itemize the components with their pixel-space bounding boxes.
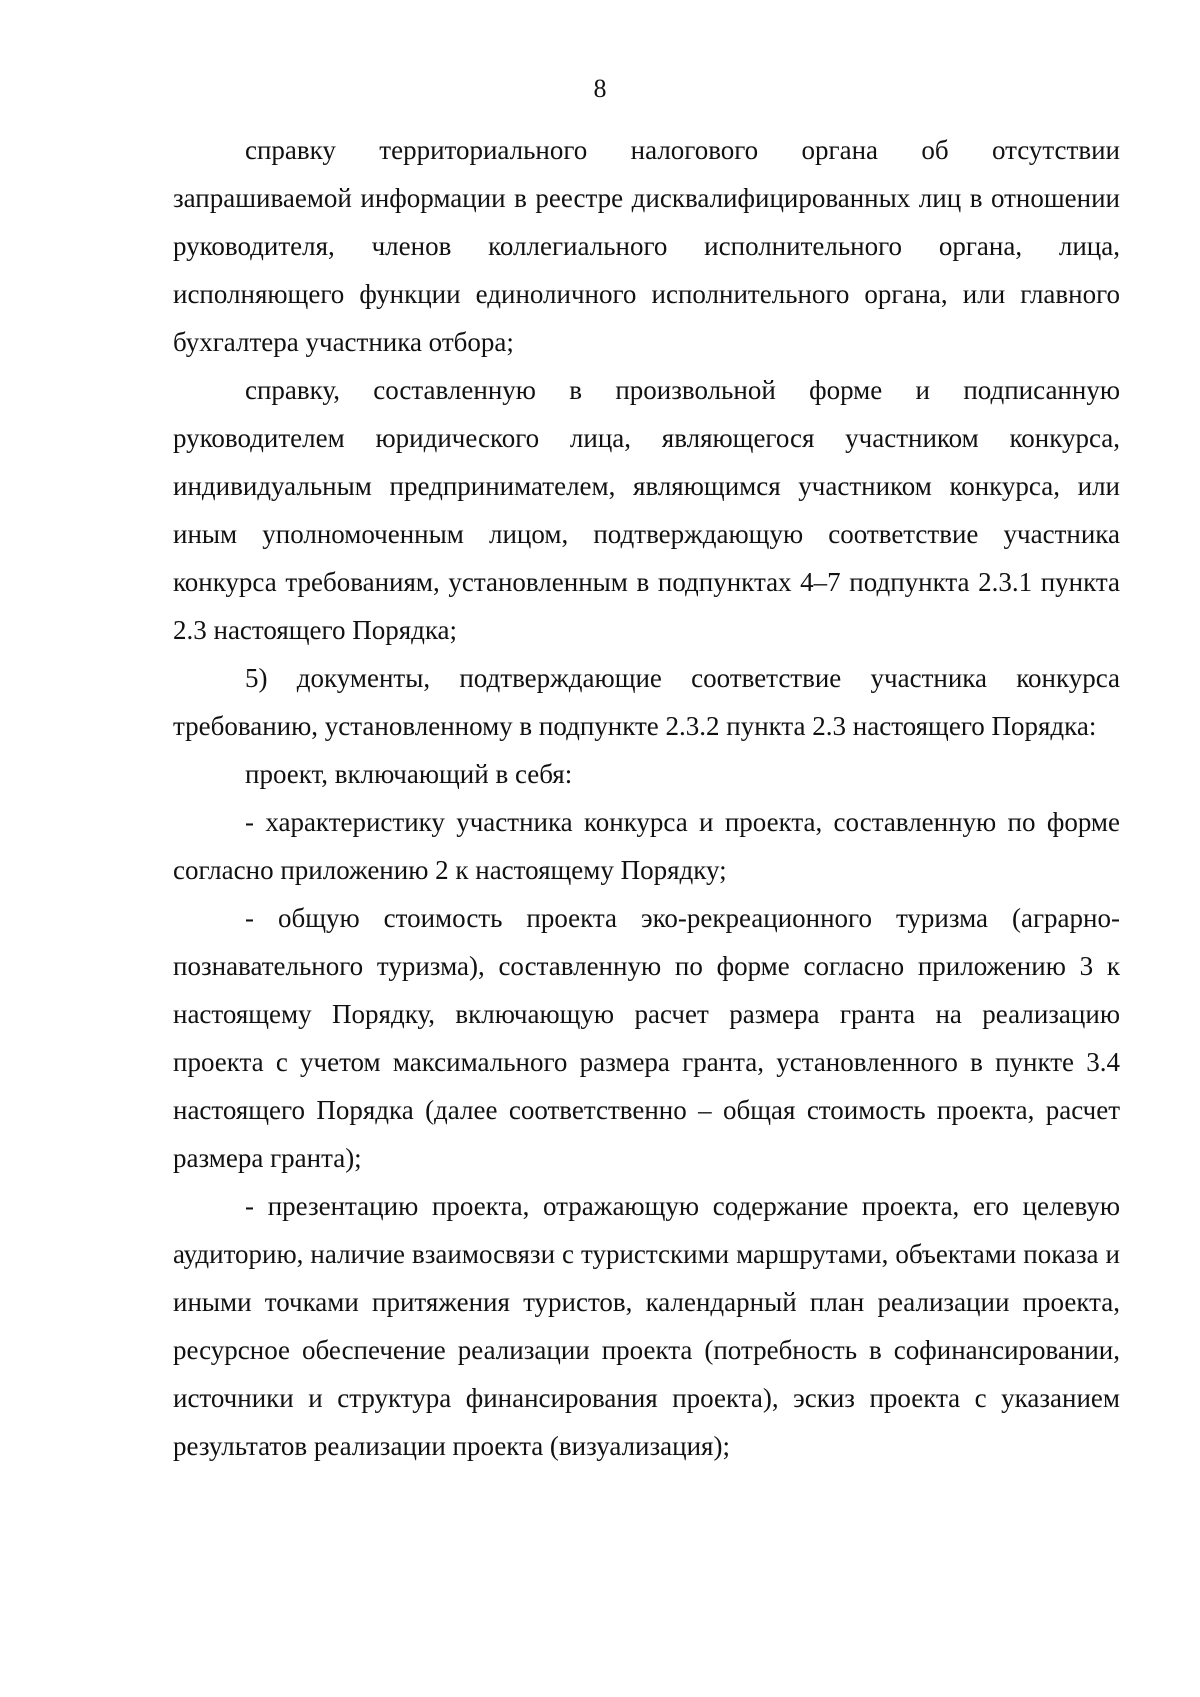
paragraph: справку, составленную в произвольной форме и подписанную руководителем юридического лица, являющегося участником конкурса, индивидуальным предпринимателем, являющимся участником конкурса, или иным уполномоченным лицом, подтверждающую соответствие участника конкурса требованиям, установленным в подпунктах 4–7 подпункта 2.3.1 пункта 2.3 настоящего Порядка; — [173, 375, 1120, 645]
paragraph: проект, включающий в себя: — [245, 759, 573, 789]
paragraph: справку территориального налогового органа об отсутствии запрашиваемой информации в реестре дисквалифицированных лиц в отношении руководителя, членов коллегиального исполнительного органа, лица, исполняющего функции единоличного исполнительного органа, или главного бухгалтера участника отбора; — [173, 135, 1120, 357]
page-number: 8 — [593, 74, 607, 103]
document-body — [173, 126, 1120, 1470]
paragraph: - характеристику участника конкурса и проекта, составленную по форме согласно приложению 2 к настоящему Порядку; — [173, 807, 1120, 885]
paragraph: - общую стоимость проекта эко-рекреационного туризма (аграрно-познавательного туризма), составленную по форме согласно приложению 3 к настоящему Порядку, включающую расчет размера гранта на реализацию проекта с учетом максимального размера гранта, установленного в пункте 3.4 настоящего Порядка (далее соответственно – общая стоимость проекта, расчет размера гранта); — [173, 903, 1120, 1173]
paragraph: 5) документы, подтверждающие соответствие участника конкурса требованию, установленному в подпункте 2.3.2 пункта 2.3 настоящего Порядка: — [173, 663, 1120, 741]
paragraph: - презентацию проекта, отражающую содержание проекта, его целевую аудиторию, наличие взаимосвязи с туристскими маршрутами, объектами показа и иными точками притяжения туристов, календарный план реализации проекта, ресурсное обеспечение реализации проекта (потребность в софинансировании, источники и структура финансирования проекта), эскиз проекта с указанием результатов реализации проекта (визуализация); — [173, 1191, 1120, 1461]
